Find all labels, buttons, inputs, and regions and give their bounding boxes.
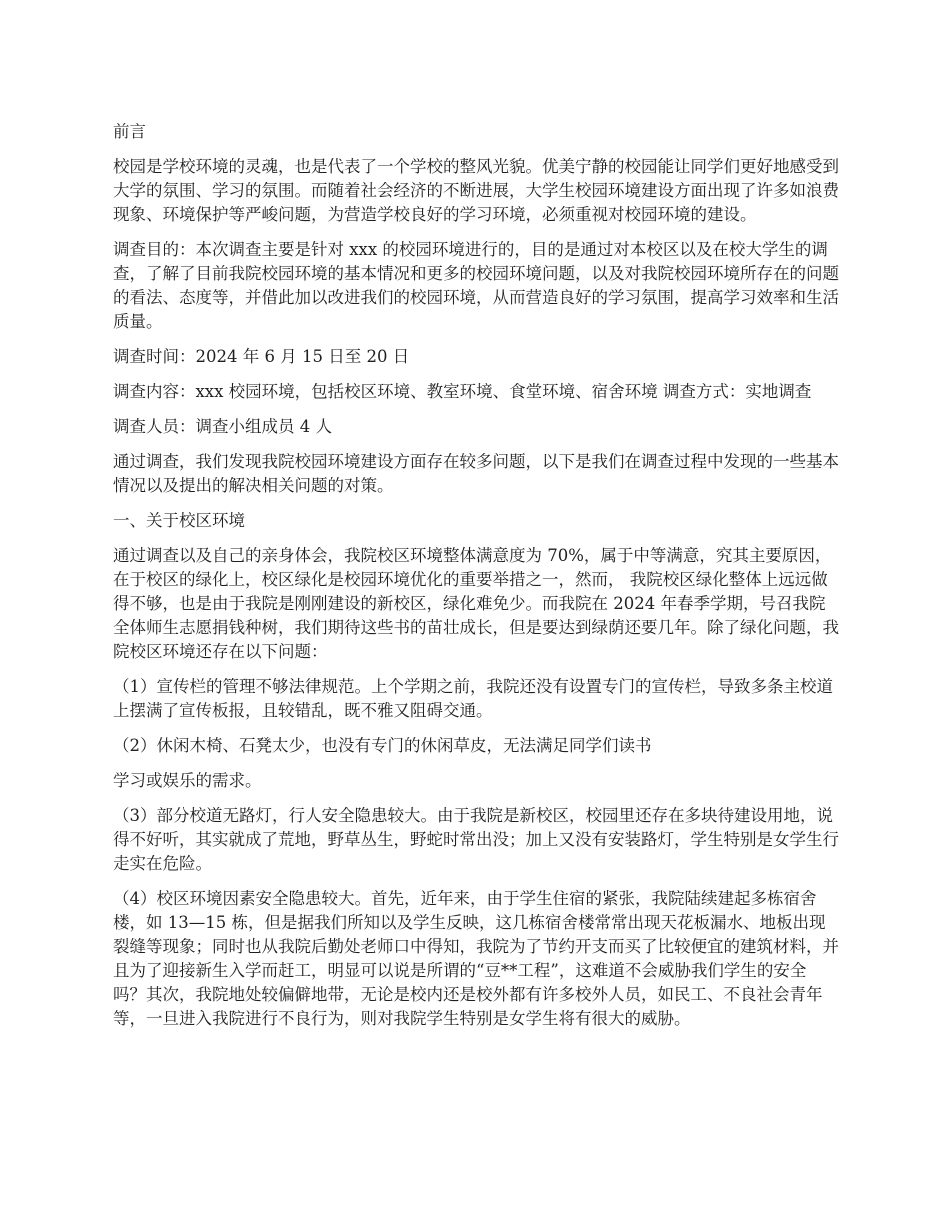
heading-section-1: 一、关于校区环境: [113, 511, 245, 530]
list-item-3: （3）部分校道无路灯，行人安全隐患较大。由于我院是新校区，校园里还存在多块待建设用地，说得不好听，其实就成了荒地，野草丛生，野蛇时常出没；加上又没有安装路灯，学生特别是女学生行走实在危险。: [113, 806, 839, 873]
paragraph-survey-purpose: 调查目的：本次调查主要是针对 xxx 的校园环境进行的，目的是通过对本校区以及在校大学生的调查，了解了目前我院校园环境的基本情况和更多的校园环境问题，以及对我院校园环境所存在的问题的看法、态度等，并借此加以改进我们的校园环境，从而营造良好的学习氛围，提高学习效率和生活质量。: [113, 240, 839, 331]
list-item-2: （2）休闲木椅、石凳太少，也没有专门的休闲草皮，无法满足同学们读书: [113, 736, 652, 755]
list-item-1: （1）宣传栏的管理不够法律规范。上个学期之前，我院还没有设置专门的宣传栏，导致多条主校道上摆满了宣传板报，且较错乱，既不雅又阻碍交通。: [113, 677, 833, 720]
document-body: [113, 120, 839, 1042]
paragraph-survey-members: 调查人员：调查小组成员 4 人: [113, 417, 332, 436]
paragraph-campus-environment: 通过调查以及自己的亲身体会，我院校区环境整体满意度为 70%，属于中等满意，究其主要原因，在于校区的绿化上，校区绿化是校园环境优化的重要举措之一，然而， 我院校区绿化整体上远远做得不够，也是由于我院是刚刚建设的新校区，绿化难免少。而我院在 2024 年春季学期，号召我院全体师生志愿捐钱种树，我们期待这些书的苗壮成长，但是要达到绿荫还要几年。除了绿化问题，我院校区环境还存在以下问题：: [113, 546, 839, 661]
paragraph-survey-time: 调查时间：2024 年 6 月 15 日至 20 日: [113, 347, 410, 366]
heading-preface: 前言: [113, 122, 146, 141]
paragraph-survey-content: 调查内容：xxx 校园环境，包括校区环境、教室环境、食堂环境、宿舍环境 调查方式：实地调查: [113, 382, 812, 401]
list-item-2-continued: 学习或娱乐的需求。: [113, 771, 262, 790]
paragraph-findings: 通过调查，我们发现我院校园环境建设方面存在较多问题，以下是我们在调查过程中发现的一些基本情况以及提出的解决相关问题的对策。: [113, 452, 839, 495]
list-item-4: （4）校区环境因素安全隐患较大。首先，近年来，由于学生住宿的紧张，我院陆续建起多栋宿舍楼，如 13—15 栋，但是据我们所知以及学生反映，这几栋宿舍楼常常出现天花板漏水、地板出现裂缝等现象；同时也从我院后勤处老师口中得知，我院为了节约开支而买了比较便宜的建筑材料，并且为了迎接新生入学而赶工，明显可以说是所谓的“豆**工程”，这难道不会威胁我们学生的安全吗？其次，我院地处较偏僻地带，无论是校内还是校外都有许多校外人员，如民工、不良社会青年等，一旦进入我院进行不良行为，则对我院学生特别是女学生将有很大的威胁。: [113, 889, 839, 1028]
paragraph-intro: 校园是学校环境的灵魂，也是代表了一个学校的整风光貌。优美宁静的校园能让同学们更好地感受到大学的氛围、学习的氛围。而随着社会经济的不断进展，大学生校园环境建设方面出现了许多如浪费现象、环境保护等严峻问题，为营造学校良好的学习环境，必须重视对校园环境的建设。: [113, 157, 839, 224]
